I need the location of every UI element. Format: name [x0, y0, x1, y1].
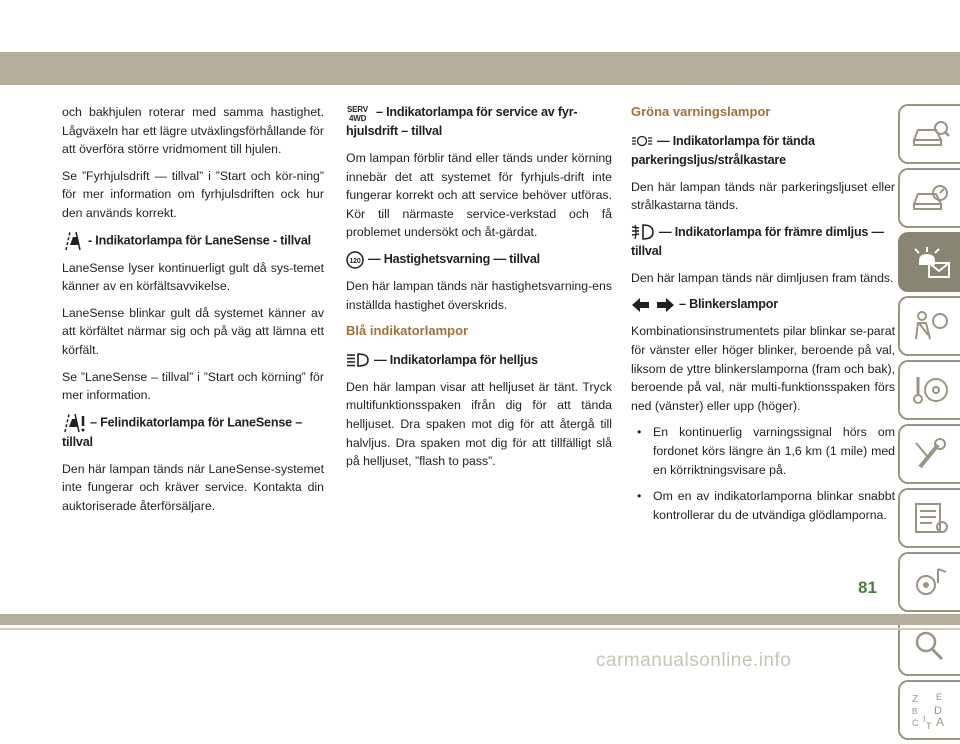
tab-multimedia[interactable]	[898, 552, 960, 612]
column-right	[631, 103, 895, 532]
svg-text:T: T	[926, 721, 932, 730]
lanesense-heading: - Indikatorlampa för LaneSense - tillval	[62, 231, 324, 251]
speed-warning-heading: 120 — Hastighetsvarning — tillval	[346, 250, 612, 269]
speed-warning-icon	[346, 251, 364, 269]
paragraph: LaneSense lyser kontinuerligt gult då sys-temet känner av en körfältsavvikelse.	[62, 260, 324, 294]
paragraph: Se ”Fyrhjulsdrift — tillval” i ”Start och kör-ning” för mer information om fyrhjulsdriften ock hur den används korrekt.	[62, 168, 324, 220]
fog-light-icon	[631, 223, 655, 241]
section-heading-blue: Blå indikatorlampor	[346, 323, 469, 339]
serv-4wd-icon	[346, 104, 372, 122]
tab-dashboard[interactable]	[898, 168, 960, 228]
paragraph: Den här lampan tänds när dimljusen fram tänds.	[631, 270, 894, 285]
page-number: 81	[858, 578, 877, 597]
top-margin	[0, 0, 960, 52]
index-letters-icon	[908, 690, 952, 730]
svg-text:D: D	[934, 705, 942, 717]
serv-4wd-heading: SERV 4WD – Indikatorlampa för service av fyr-hjulsdrift – tillval	[346, 104, 578, 138]
column-middle	[346, 103, 612, 479]
high-beam-icon	[346, 352, 370, 368]
paragraph: Den här lampan visar att helljuset är tänt. Tryck multifunktionsspaken ifrån dig för att tända helljuset. Dra spaken mot dig för att återgå till halvljus. Dra spaken mot dig för att tillfälligt slå på helljuset, ”flash to pass”.	[346, 379, 612, 469]
tab-emergency[interactable]	[898, 424, 960, 484]
tab-maintenance[interactable]	[898, 488, 960, 548]
parking-lights-heading: — Indikatorlampa för tända parkeringsljus/strålkastare	[631, 133, 815, 167]
seatbelt-airbag-icon	[910, 309, 950, 343]
paragraph: Se ”LaneSense – tillval” i ”Start och körning” för mer information.	[62, 369, 324, 403]
gear-music-icon	[910, 565, 950, 599]
parking-lights-icon	[631, 134, 653, 148]
lanesense-fault-icon	[62, 413, 86, 433]
warning-lights-icon	[909, 245, 951, 279]
svg-text:B: B	[912, 707, 918, 716]
svg-text:C: C	[912, 718, 919, 728]
watermark: carmanualsonline.info	[596, 650, 792, 671]
fog-lights-heading: — Indikatorlampa för främre dimljus — tillval	[631, 224, 884, 258]
chapter-tabs	[898, 104, 960, 744]
paragraph: Den här lampan tänds när LaneSense-systemet inte fungerar och kräver service. Kontakta din auktoriserade återförsäljare.	[62, 461, 324, 513]
paragraph: Den här lampan tänds när parkeringsljuset eller strålkastarna tänds.	[631, 179, 895, 213]
tab-warning-lights[interactable]	[898, 232, 960, 292]
tab-search[interactable]	[898, 616, 960, 676]
lanesense-fault-heading: – Felindikatorlampa för LaneSense – tillval	[62, 413, 324, 452]
lanesense-icon	[62, 231, 84, 251]
svg-text:I: I	[923, 714, 926, 724]
svg-text:A: A	[936, 715, 945, 729]
turn-signal-heading: – Blinkerslampor	[631, 295, 895, 314]
bullet-item: • Om en av indikatorlamporna blinkar snabbt kontrollerar du de utvändiga glödlamporna.	[631, 487, 895, 524]
svg-text:E: E	[936, 692, 943, 702]
tab-car-info[interactable]	[898, 104, 960, 164]
paragraph: Den här lampan tänds när hastighetsvarning-ens inställda hastighet överskrids.	[346, 278, 612, 312]
section-heading-green: Gröna varningslampor	[631, 104, 771, 119]
footer-band	[0, 614, 960, 625]
paragraph: Kombinationsinstrumentets pilar blinkar se-parat för vänster eller höger blinker, beroende på val, liksom de yttre blinkerslamporna (fram och bak), beroende på val, när multi-funktionsspaken förs ned (vänster) eller upp (höger).	[631, 324, 895, 413]
footer-line	[0, 628, 960, 630]
svg-text:4WD: 4WD	[349, 113, 367, 122]
wrench-icon	[910, 437, 950, 471]
column-left	[62, 103, 324, 524]
steering-icon	[910, 373, 950, 407]
car-dashboard-icon	[910, 182, 950, 214]
tab-safety[interactable]	[898, 296, 960, 356]
tab-driving[interactable]	[898, 360, 960, 420]
car-info-icon	[910, 118, 950, 150]
paragraph: och bakhjulen roterar med samma hastighet. Lågväxeln har ett lägre utväxlingsförhållande för att överföra större vridmoment till hjulen.	[62, 105, 324, 157]
paragraph: LaneSense blinkar gult då systemet känner av att körfältet närmar sig och på väg att lämna ett körfält.	[62, 305, 324, 357]
search-icon	[910, 629, 950, 663]
checklist-icon	[910, 501, 950, 535]
svg-text:120: 120	[349, 257, 361, 265]
turn-signal-arrows-icon	[631, 297, 675, 313]
bullet-item: • En kontinuerlig varningssignal hörs om fordonet körs längre än 1,6 km (1 mile) med en körriktningsvisare på.	[631, 423, 895, 479]
svg-text:Z: Z	[912, 694, 919, 705]
paragraph: Om lampan förblir tänd eller tänds under körning innebär det att systemet för fyrhjuls-drift inte fungerar korrekt och att service behöver utföras. Kör till närmaste service-verkstad och få problemet undersökt och åt-gärdat.	[346, 151, 612, 240]
tab-index[interactable]	[898, 680, 960, 740]
high-beam-heading: — Indikatorlampa för helljus	[346, 351, 612, 370]
svg-text:SERV: SERV	[347, 104, 368, 114]
header-band	[0, 52, 960, 85]
